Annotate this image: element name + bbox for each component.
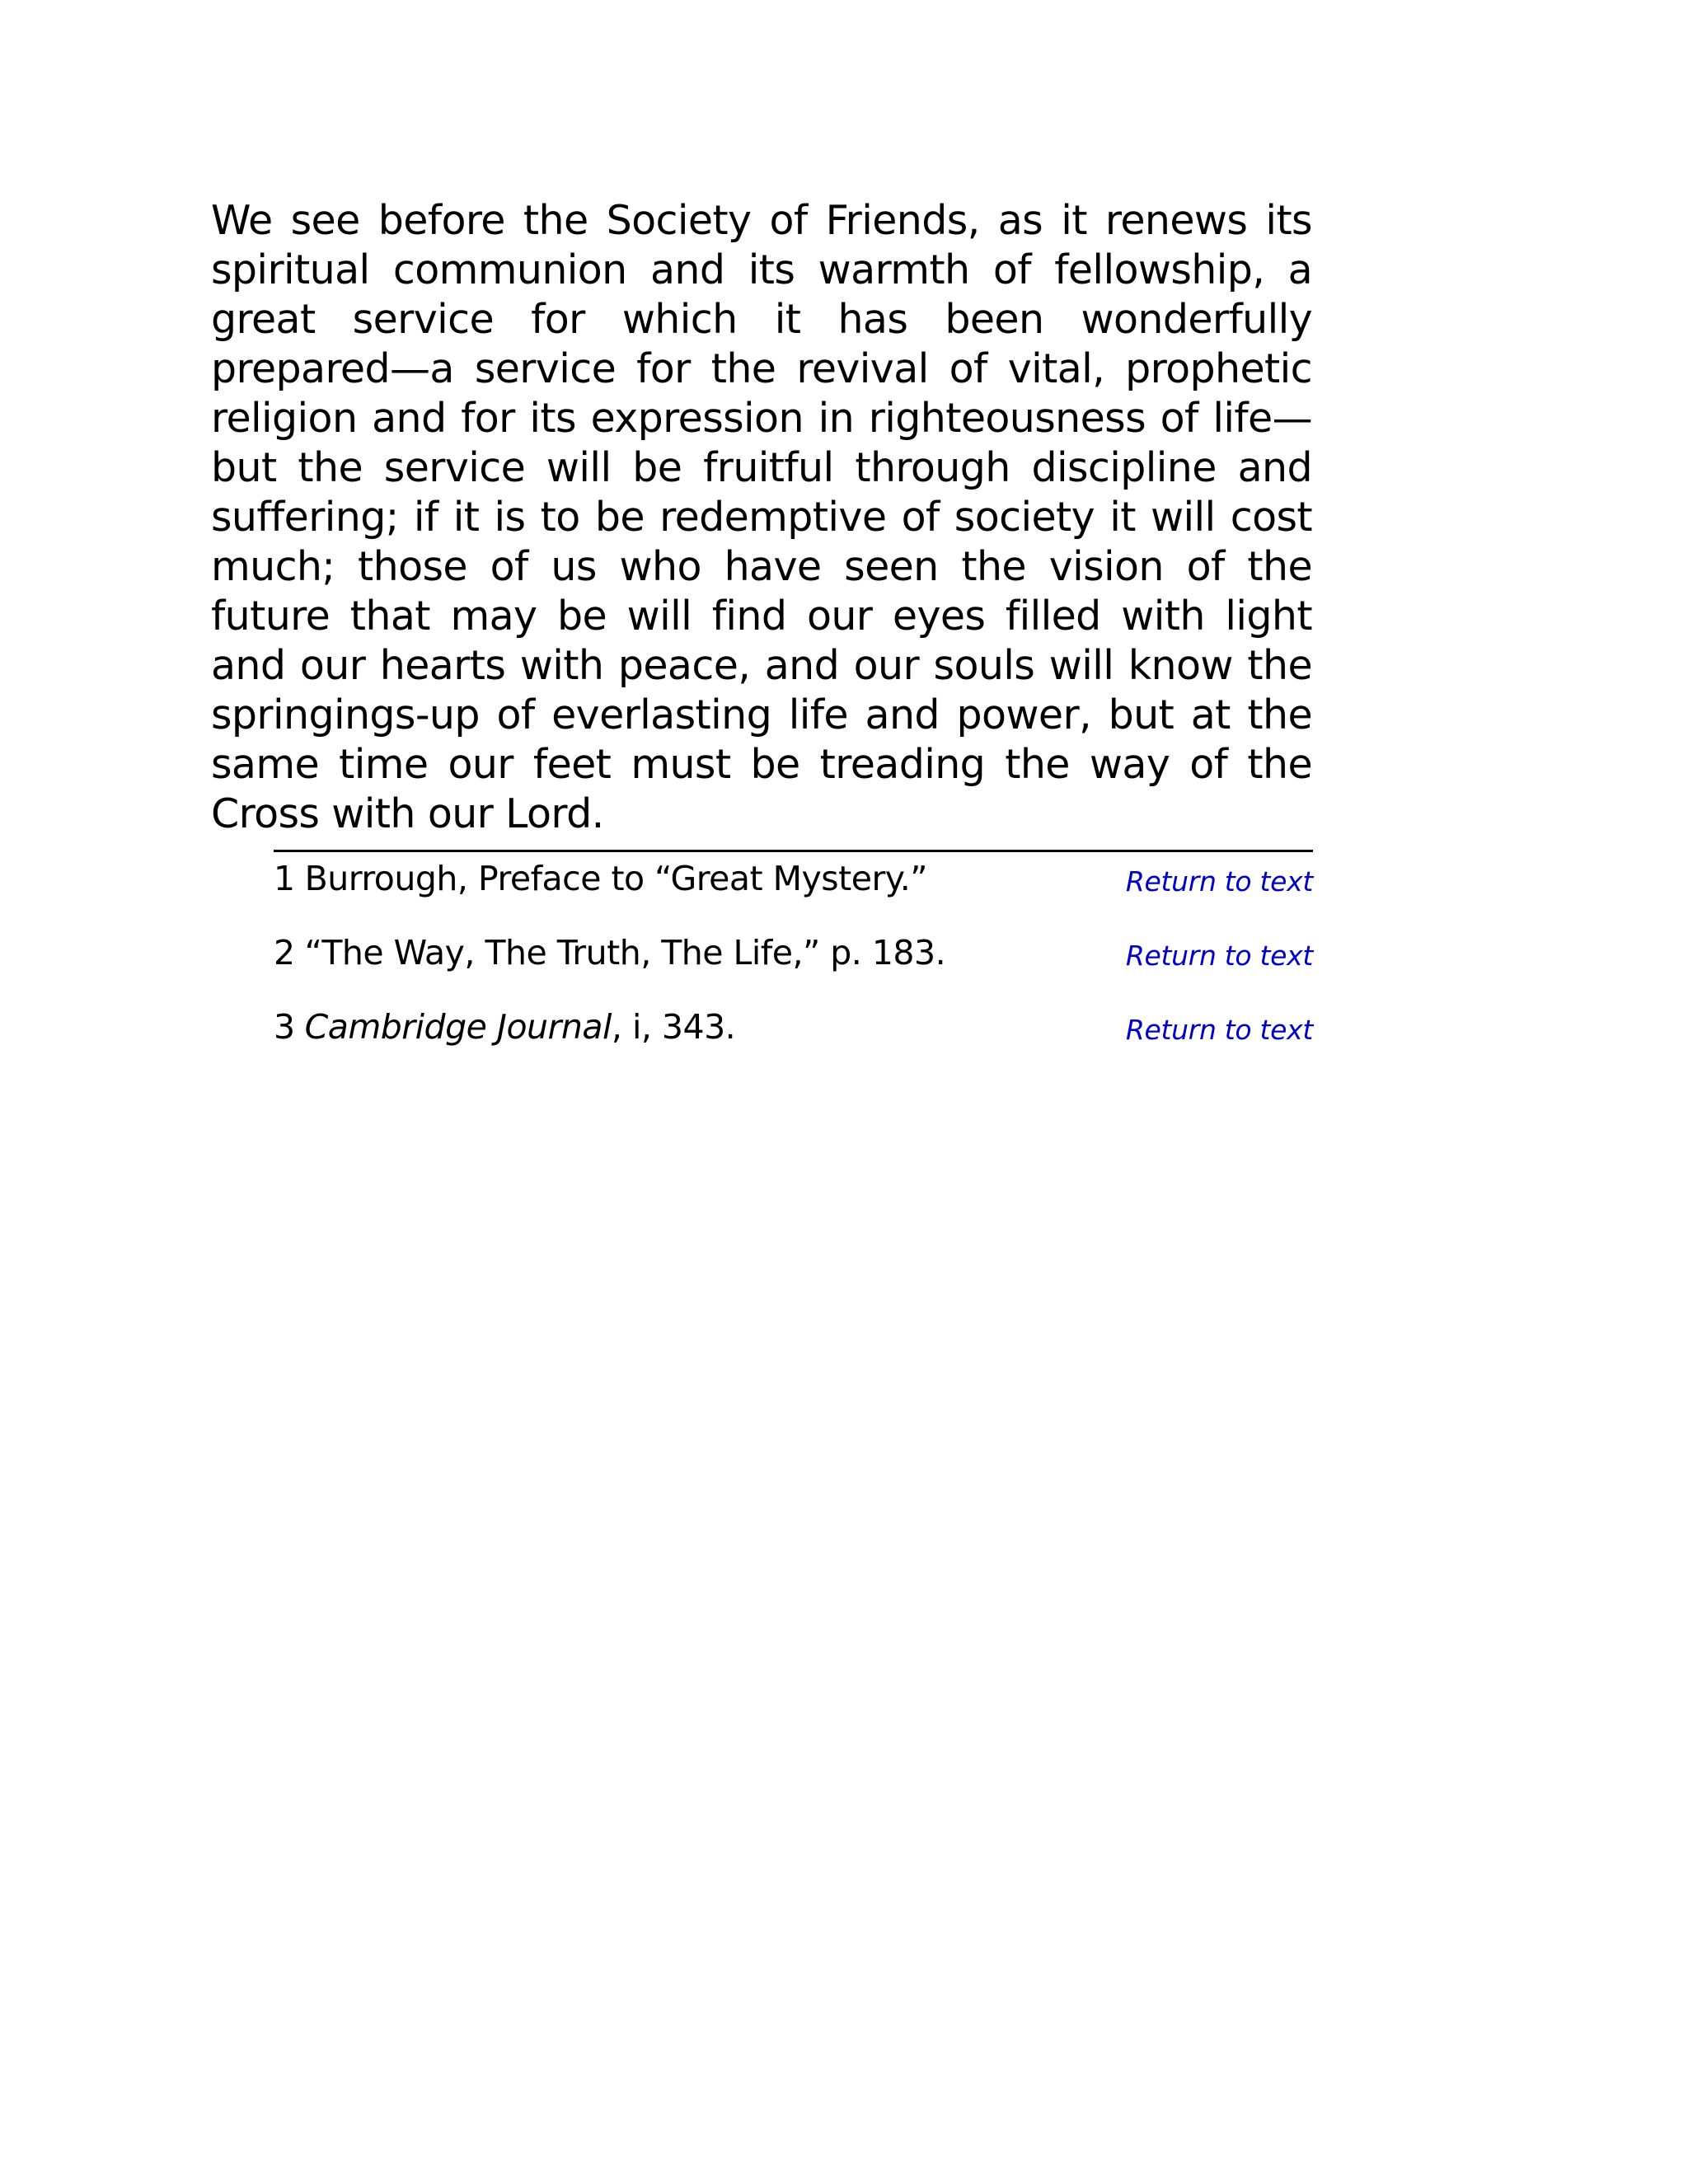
footnote-2 [274, 931, 1313, 1005]
footnote-1 [274, 857, 1313, 931]
footnote-number: 1 [274, 859, 295, 898]
return-to-text-link-2[interactable]: Return to text [1125, 940, 1313, 972]
footnote-number: 2 [274, 933, 295, 972]
footnote-3 [274, 1005, 1313, 1080]
footnote-list [274, 857, 1313, 1080]
footnote-number: 3 [274, 1007, 295, 1047]
return-to-text-link-3[interactable]: Return to text [1125, 1014, 1313, 1046]
footnote-divider [274, 850, 1313, 852]
footnote-citation-title: Cambridge Journal [304, 1007, 612, 1047]
footnote-citation: Burrough, Preface to “Great Mystery.” [304, 859, 927, 898]
footnote-text [274, 857, 927, 900]
footnote-text [274, 931, 945, 974]
body-paragraph: We see before the Society of Friends, as it renews its spiritual communion and its warmth of fellowship, a great service for which it has been wonderfully prepared—a service for the revival of vital, prophetic religion and for its expression in righteousness of life—but the service will be fruitful through discipline and suffering; if it is to be redemptive of society it will cost much; those of us who have seen the vision of the future that may be will find our eyes filled with light and our hearts with peace, and our souls will know the springings-up of everlasting life and power, but at the same time our feet must be treading the way of the Cross with our Lord. [211, 197, 1312, 837]
footnote-citation: “The Way, The Truth, The Life,” p. 183. [304, 933, 946, 972]
footnote-text [274, 1005, 735, 1048]
footnote-citation: , i, 343. [611, 1007, 736, 1047]
return-to-text-link-1[interactable]: Return to text [1125, 865, 1313, 898]
